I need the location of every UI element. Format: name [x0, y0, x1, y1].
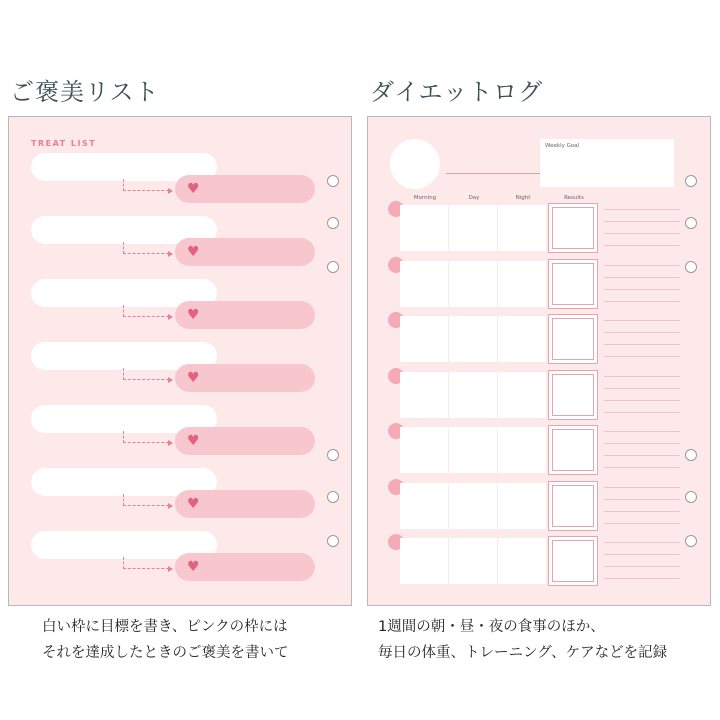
results-box-inner	[552, 207, 594, 249]
morning-cell[interactable]	[400, 538, 448, 584]
binder-hole	[327, 261, 339, 273]
binder-hole	[327, 491, 339, 503]
note-line	[604, 356, 680, 357]
arrow-icon	[123, 494, 169, 506]
note-line	[604, 412, 680, 413]
note-line	[604, 523, 680, 524]
day-cell[interactable]	[449, 427, 497, 473]
day-row	[390, 257, 680, 309]
note-line	[604, 332, 680, 333]
night-cell[interactable]	[498, 538, 546, 584]
weekly-goal-label: Weekly Goal	[545, 143, 580, 149]
treat-row	[31, 405, 321, 459]
caption-line: それを達成したときのご褒美を書いて	[42, 645, 289, 661]
morning-cell[interactable]	[400, 372, 448, 418]
arrow-icon	[123, 305, 169, 317]
arrow-icon	[123, 557, 169, 569]
night-cell[interactable]	[498, 205, 546, 251]
name-line	[446, 173, 540, 174]
day-row	[390, 312, 680, 364]
results-box-inner	[552, 318, 594, 360]
note-line	[604, 443, 680, 444]
day-cell[interactable]	[449, 538, 497, 584]
note-line	[604, 233, 680, 234]
binder-hole	[685, 449, 697, 461]
night-cell[interactable]	[498, 261, 546, 307]
diet-log-page	[367, 116, 711, 606]
results-box[interactable]	[548, 259, 598, 309]
results-box[interactable]	[548, 481, 598, 531]
note-line	[604, 245, 680, 246]
arrow-icon	[123, 368, 169, 380]
day-cell[interactable]	[449, 261, 497, 307]
morning-cell[interactable]	[400, 205, 448, 251]
note-line	[604, 209, 680, 210]
note-line	[604, 455, 680, 456]
night-cell[interactable]	[498, 427, 546, 473]
note-line	[604, 578, 680, 579]
note-line	[604, 499, 680, 500]
day-row	[390, 423, 680, 475]
results-box[interactable]	[548, 203, 598, 253]
results-box-inner	[552, 429, 594, 471]
caption-line: 白い枠に目標を書き、ピンクの枠には	[42, 619, 288, 635]
treat-row	[31, 153, 321, 207]
note-line	[604, 277, 680, 278]
treat-row	[31, 468, 321, 522]
day-row	[390, 368, 680, 420]
morning-cell[interactable]	[400, 316, 448, 362]
treat-list-page	[8, 116, 352, 606]
note-line	[604, 301, 680, 302]
heart-icon: ♥	[187, 244, 200, 260]
note-line	[604, 431, 680, 432]
arrow-icon	[123, 431, 169, 443]
treat-list-heading: ご褒美リスト	[10, 78, 160, 106]
note-line	[604, 566, 680, 567]
day-cell[interactable]	[449, 483, 497, 529]
day-row	[390, 534, 680, 586]
night-cell[interactable]	[498, 483, 546, 529]
results-box[interactable]	[548, 425, 598, 475]
binder-hole	[685, 261, 697, 273]
binder-hole	[327, 535, 339, 547]
treat-row	[31, 342, 321, 396]
heart-icon: ♥	[187, 181, 200, 197]
arrow-icon	[123, 179, 169, 191]
note-line	[604, 320, 680, 321]
treat-list-title: TREAT LIST	[31, 139, 97, 148]
column-header-night: Night	[515, 195, 531, 201]
results-box-inner	[552, 540, 594, 582]
day-cell[interactable]	[449, 205, 497, 251]
binder-hole	[685, 217, 697, 229]
photo-circle	[390, 139, 440, 189]
column-header-day: Day	[468, 195, 480, 201]
results-box[interactable]	[548, 536, 598, 586]
diet-log-heading: ダイエットログ	[370, 78, 544, 106]
results-box[interactable]	[548, 314, 598, 364]
binder-hole	[685, 535, 697, 547]
note-line	[604, 376, 680, 377]
heart-icon: ♥	[187, 307, 200, 323]
caption-line: 毎日の体重、トレーニング、ケアなどを記録	[378, 645, 668, 661]
results-box-inner	[552, 485, 594, 527]
note-line	[604, 487, 680, 488]
morning-cell[interactable]	[400, 427, 448, 473]
results-box-inner	[552, 374, 594, 416]
binder-hole	[327, 449, 339, 461]
weekly-goal-box	[540, 139, 674, 187]
caption-line: 1週間の朝・昼・夜の食事のほか、	[378, 619, 605, 635]
note-line	[604, 388, 680, 389]
note-line	[604, 467, 680, 468]
morning-cell[interactable]	[400, 483, 448, 529]
treat-row	[31, 531, 321, 585]
heart-icon: ♥	[187, 370, 200, 386]
day-row	[390, 479, 680, 531]
treat-list-caption	[42, 614, 289, 666]
heart-icon: ♥	[187, 559, 200, 575]
note-line	[604, 289, 680, 290]
note-line	[604, 542, 680, 543]
results-box[interactable]	[548, 370, 598, 420]
note-line	[604, 400, 680, 401]
note-line	[604, 554, 680, 555]
diet-log-caption	[378, 614, 667, 666]
night-cell[interactable]	[498, 316, 546, 362]
treat-row	[31, 216, 321, 270]
note-line	[604, 344, 680, 345]
results-box-inner	[552, 263, 594, 305]
column-header-morning: Morning	[413, 195, 437, 201]
binder-hole	[685, 491, 697, 503]
night-cell[interactable]	[498, 372, 546, 418]
note-line	[604, 511, 680, 512]
arrow-icon	[123, 242, 169, 254]
note-line	[604, 221, 680, 222]
treat-row	[31, 279, 321, 333]
binder-hole	[327, 175, 339, 187]
day-row	[390, 201, 680, 253]
morning-cell[interactable]	[400, 261, 448, 307]
day-cell[interactable]	[449, 316, 497, 362]
binder-hole	[327, 217, 339, 229]
heart-icon: ♥	[187, 433, 200, 449]
column-header-results: Results	[564, 195, 584, 201]
binder-hole	[685, 175, 697, 187]
day-cell[interactable]	[449, 372, 497, 418]
note-line	[604, 265, 680, 266]
heart-icon: ♥	[187, 496, 200, 512]
